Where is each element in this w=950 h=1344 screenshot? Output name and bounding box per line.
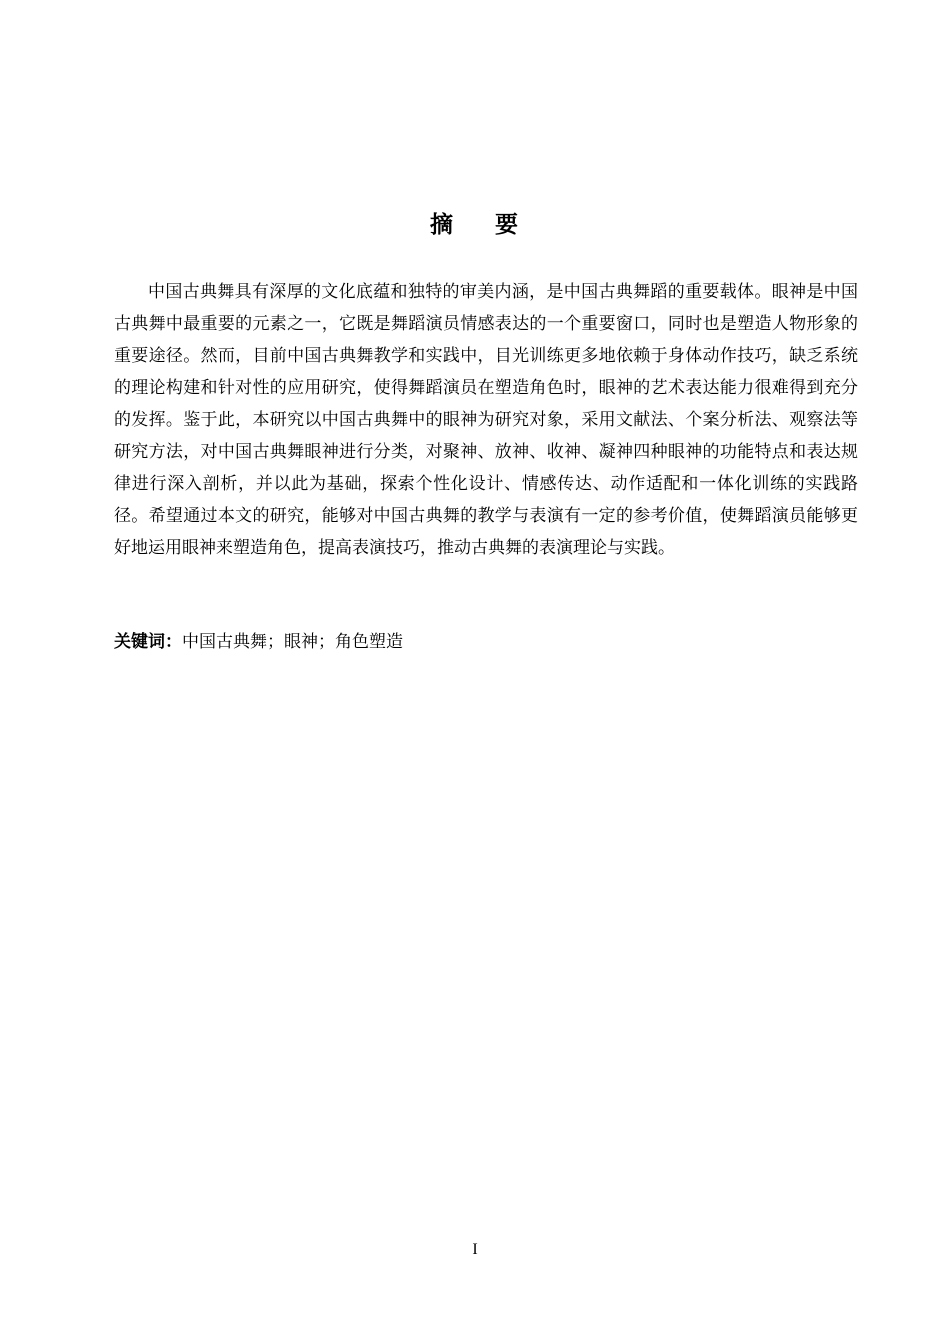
keywords-text: 中国古典舞；眼神；角色塑造 xyxy=(182,632,403,652)
page-number: I xyxy=(472,1241,478,1258)
keywords-line xyxy=(114,626,858,658)
abstract-title: 摘 要 xyxy=(429,212,521,238)
abstract-body: 中国古典舞具有深厚的文化底蕴和独特的审美内涵，是中国古典舞蹈的重要载体。眼神是中国古典舞中最重要的元素之一，它既是舞蹈演员情感表达的一个重要窗口，同时也是塑造人物形象的重要途径。然而，目前中国古典舞教学和实践中，目光训练更多地依赖于身体动作技巧，缺乏系统的理论构建和针对性的应用研究，使得舞蹈演员在塑造角色时，眼神的艺术表达能力很难得到充分的发挥。鉴于此，本研究以中国古典舞中的眼神为研究对象，采用文献法、个案分析法、观察法等研究方法，对中国古典舞眼神进行分类，对聚神、放神、收神、凝神四种眼神的功能特点和表达规律进行深入剖析，并以此为基础，探索个性化设计、情感传达、动作适配和一体化训练的实践路径。希望通过本文的研究，能够对中国古典舞的教学与表演有一定的参考价值，使舞蹈演员能够更好地运用眼神来塑造角色，提高表演技巧，推动古典舞的表演理论与实践。 xyxy=(114,282,858,558)
keywords-label: 关键词： xyxy=(114,632,182,652)
